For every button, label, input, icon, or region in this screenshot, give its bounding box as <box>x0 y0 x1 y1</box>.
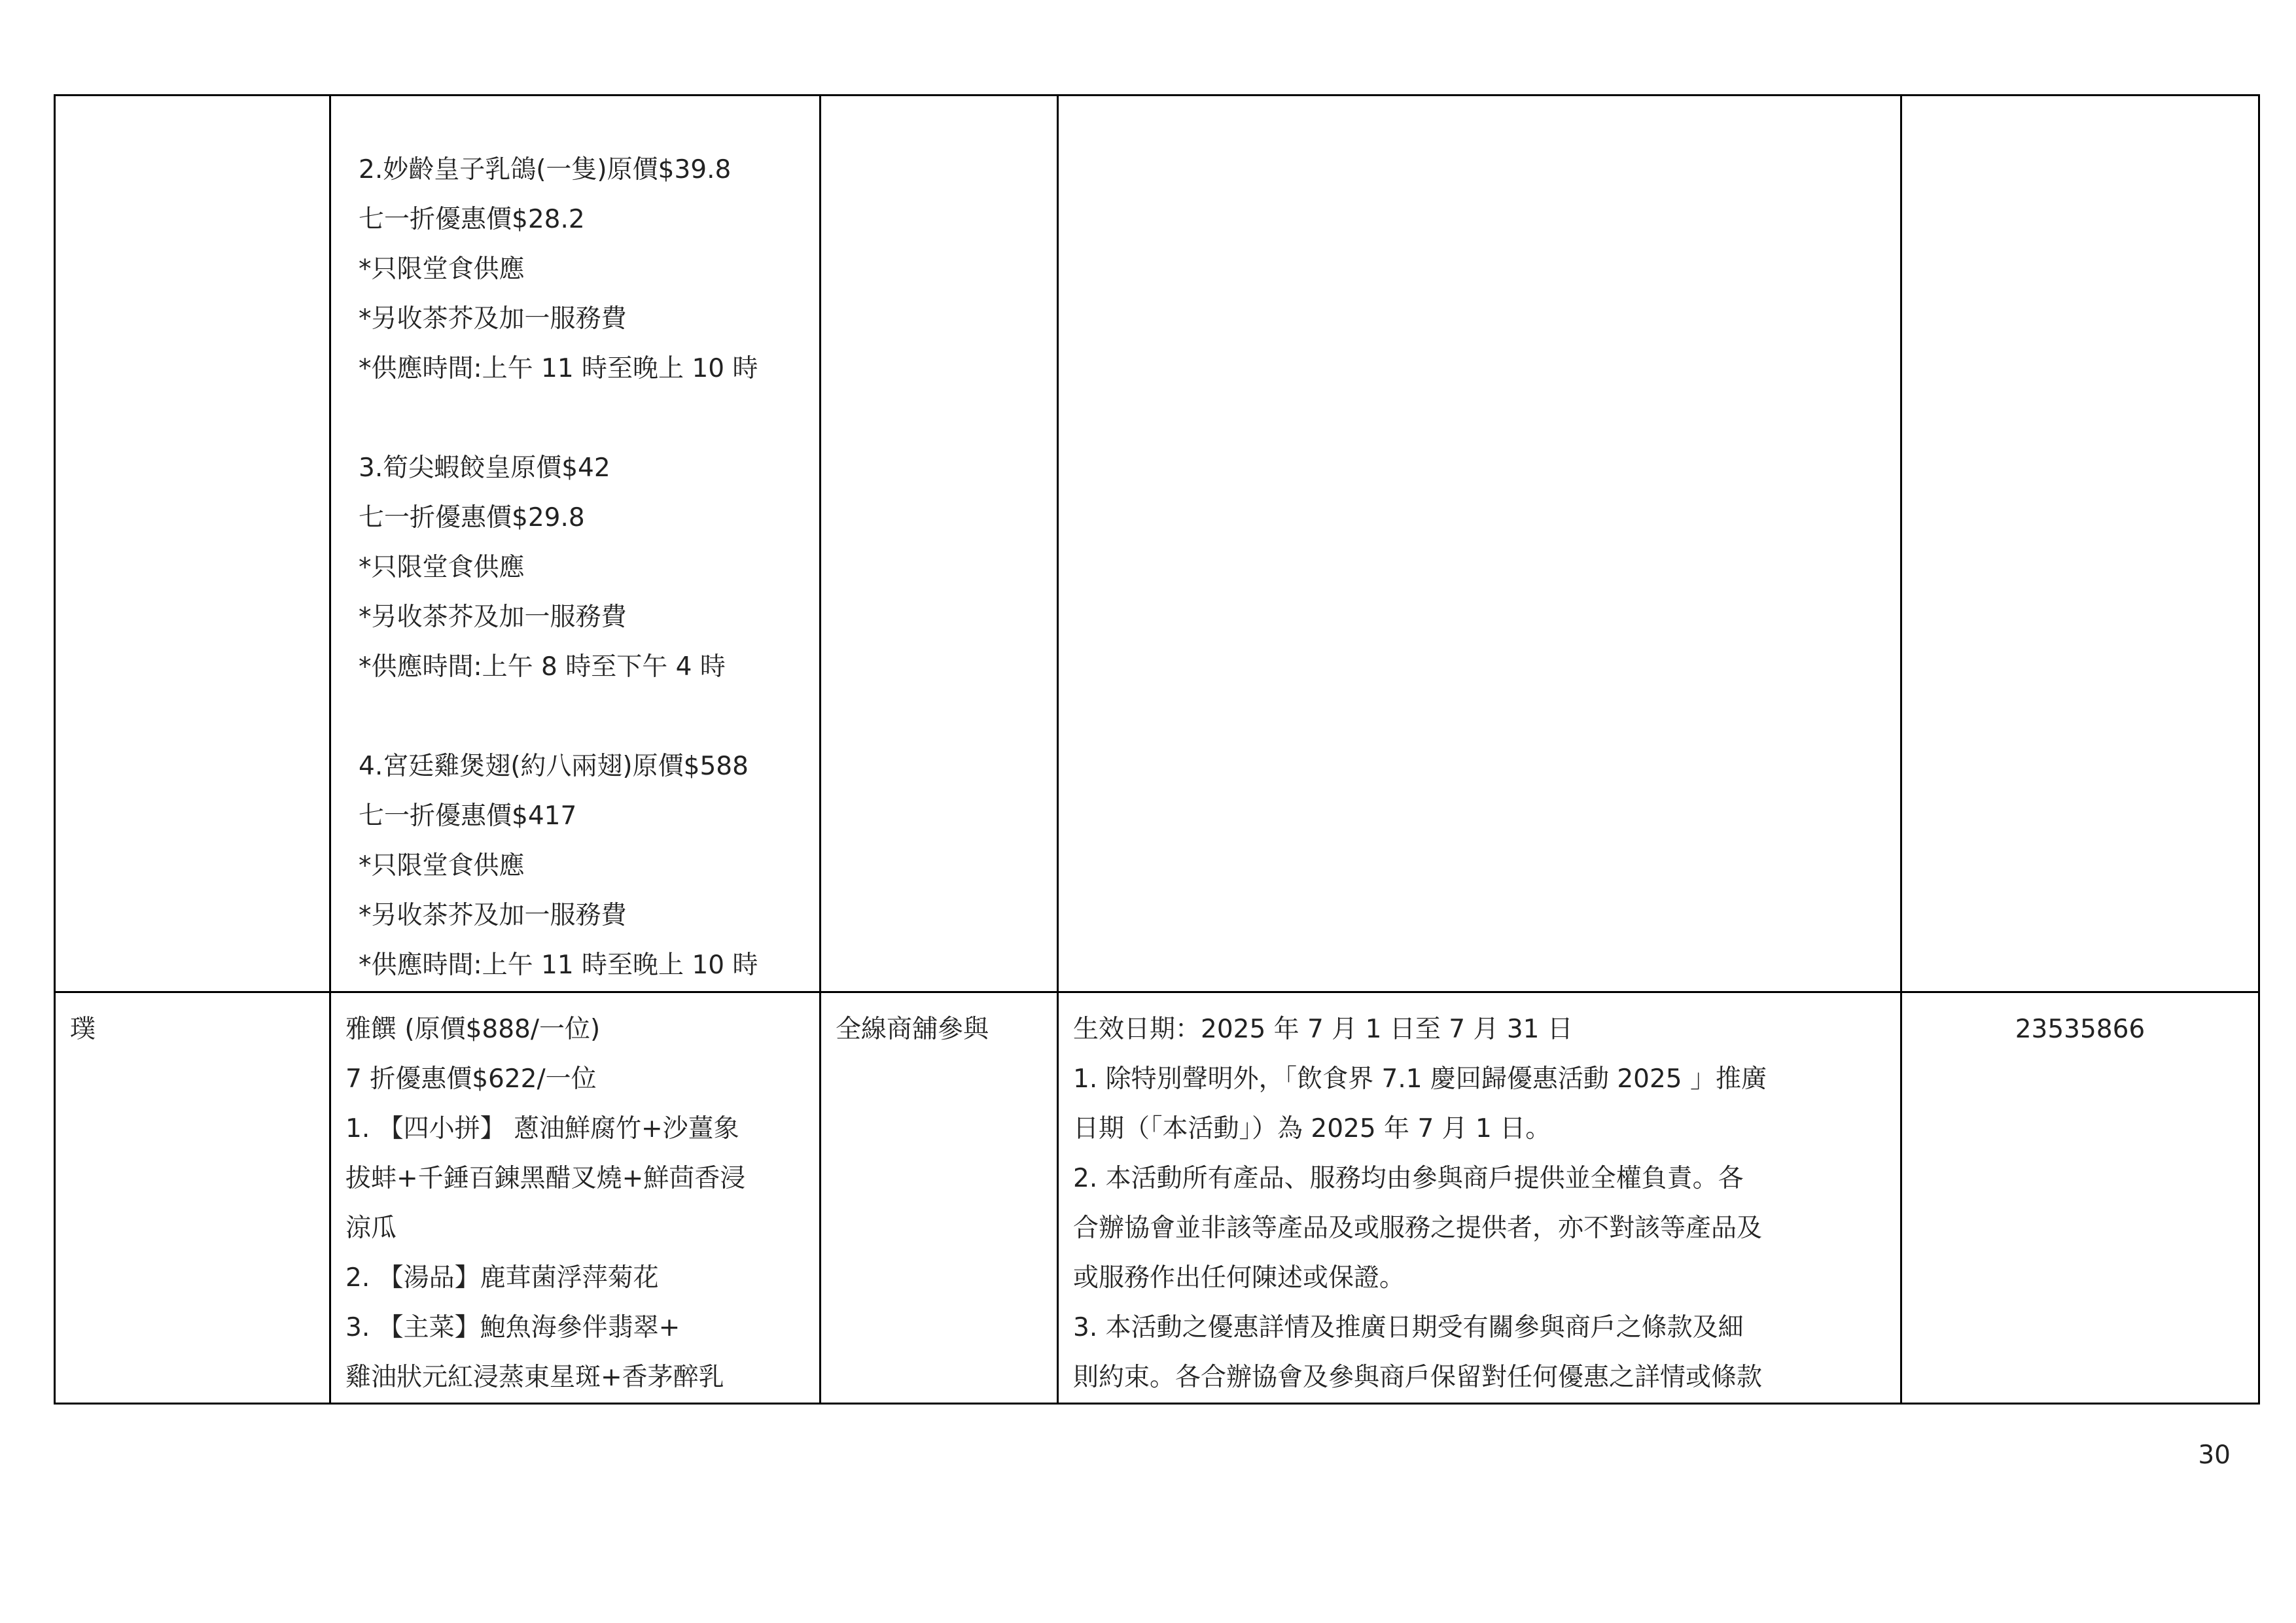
offer-line: 雅饌 (原價$888/一位) <box>345 1015 601 1044</box>
offer-line: 3. 【主菜】鮑魚海參伴翡翠+ <box>345 1313 680 1342</box>
offer-line: *供應時間:上午 11 時至晚上 10 時 <box>359 951 758 980</box>
offer-line: *另收茶芥及加一服務費 <box>359 304 627 334</box>
merchant-cell <box>55 96 330 992</box>
phone-number: 23535866 <box>2015 1015 2146 1044</box>
offer-line: *只限堂食供應 <box>359 851 525 881</box>
table-row <box>55 992 2259 1404</box>
participation-cell <box>821 96 1058 992</box>
offer-line: 4.宮廷雞煲翅(約八兩翅)原價$588 <box>359 752 749 781</box>
terms-line: 或服務作出任何陳述或保證。 <box>1073 1263 1405 1293</box>
terms-cell <box>1058 992 1901 1404</box>
terms-line: 日期（「本活動」）為 2025 年 7 月 1 日。 <box>1073 1114 1551 1143</box>
offer-line: 七一折優惠價$28.2 <box>359 205 585 234</box>
terms-line: 3. 本活動之優惠詳情及推廣日期受有關參與商戶之條款及細 <box>1073 1313 1744 1342</box>
offer-line: 涼瓜 <box>345 1213 397 1243</box>
offer-line: 7 折優惠價$622/一位 <box>345 1064 597 1094</box>
offer-line: 雞油狀元紅浸蒸東星斑+香茅醉乳 <box>345 1363 724 1392</box>
offer-line: 2.妙齡皇子乳鴿(一隻)原價$39.8 <box>359 155 732 184</box>
offer-line: 2. 【湯品】鹿茸菌浮萍菊花 <box>345 1263 659 1293</box>
offer-line: 七一折優惠價$29.8 <box>359 503 585 532</box>
terms-line: 1. 除特別聲明外，「飲食界 7.1 慶回歸優惠活動 2025 」推廣 <box>1073 1064 1767 1094</box>
offer-details-cell <box>330 992 821 1404</box>
phone-cell <box>1901 992 2259 1404</box>
offer-line: 拔蚌+千錘百錬黑醋叉燒+鮮茴香浸 <box>345 1164 746 1193</box>
offer-line <box>359 394 819 444</box>
terms-line: 2. 本活動所有產品、服務均由參與商戶提供並全權負責。各 <box>1073 1164 1744 1193</box>
offer-line: *另收茶芥及加一服務費 <box>359 602 627 632</box>
offer-line: 1. 【四小拼】 蔥油鮮腐竹+沙薑象 <box>345 1114 739 1143</box>
participation-text: 全線商舖參與 <box>836 1015 989 1044</box>
offer-details-cell <box>330 96 821 992</box>
table-row <box>55 96 2259 992</box>
terms-line: 生效日期：2025 年 7 月 1 日至 7 月 31 日 <box>1073 1015 1573 1044</box>
participation-cell <box>821 992 1058 1404</box>
offer-details-text <box>331 96 819 990</box>
terms-cell <box>1058 96 1901 992</box>
phone-cell <box>1901 96 2259 992</box>
offer-line: *只限堂食供應 <box>359 254 525 284</box>
merchant-name: 璞 <box>70 1015 96 1044</box>
terms-line: 合辦協會並非該等產品及或服務之提供者，亦不對該等產品及 <box>1073 1213 1763 1243</box>
terms-text <box>1059 993 1900 1403</box>
offer-line: 3.筍尖蝦餃皇原價$42 <box>359 453 610 483</box>
terms-line: 則約束。各合辦協會及參與商戶保留對任何優惠之詳情或條款 <box>1073 1363 1763 1392</box>
offer-line: *供應時間:上午 11 時至晚上 10 時 <box>359 354 758 383</box>
offer-line: *供應時間:上午 8 時至下午 4 時 <box>359 652 726 682</box>
offer-line: *另收茶芥及加一服務費 <box>359 901 627 930</box>
offer-line: *只限堂食供應 <box>359 553 525 582</box>
offer-details-text <box>331 993 819 1403</box>
offer-line <box>359 692 819 742</box>
offers-table <box>54 94 2260 1405</box>
offer-line: 七一折優惠價$417 <box>359 801 577 831</box>
page-number: 30 <box>2198 1440 2231 1470</box>
merchant-cell <box>55 992 330 1404</box>
